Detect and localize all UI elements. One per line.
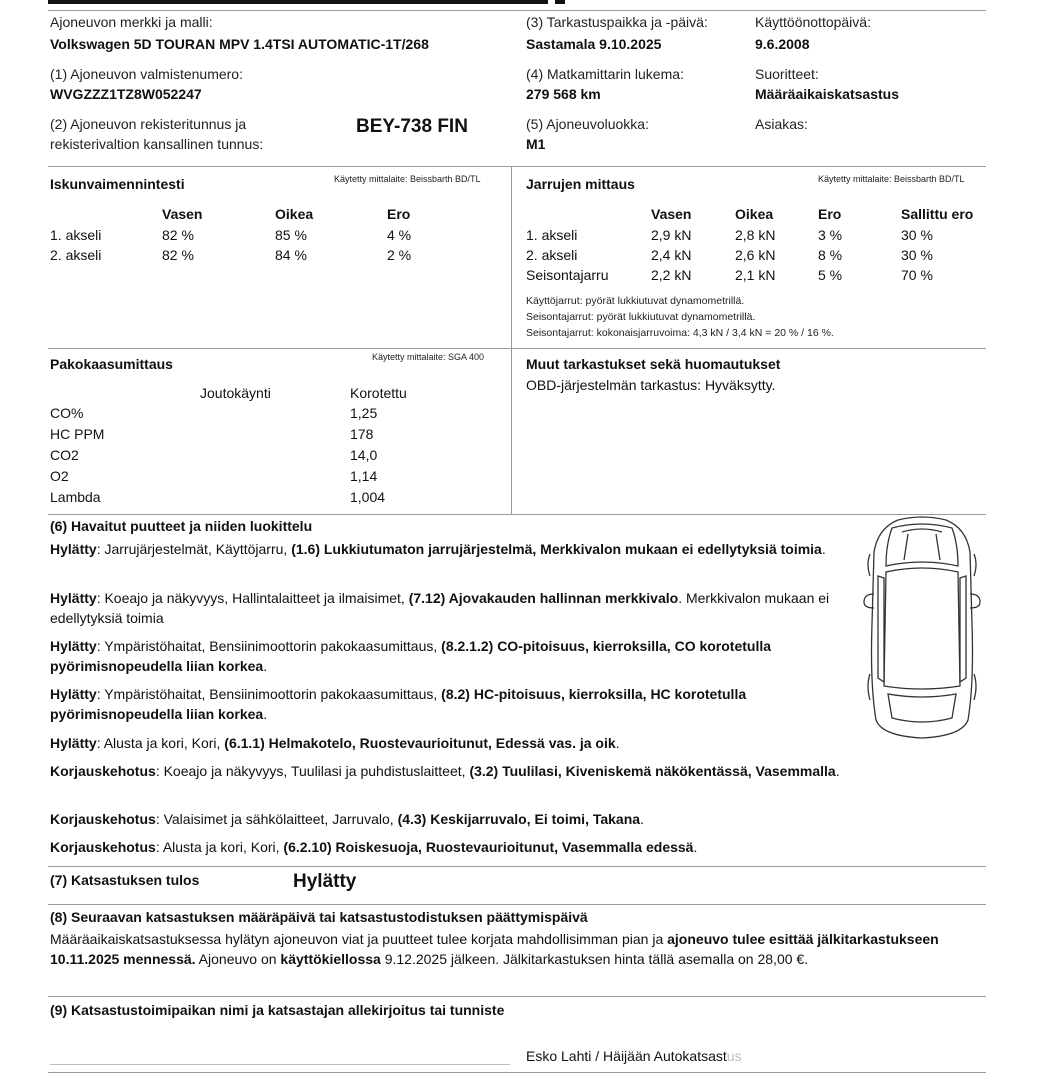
inspector-name-text: Esko Lahti / Häijään Autokatsast <box>526 1048 727 1064</box>
inspector-name-faded: us <box>726 1048 742 1064</box>
defect-area: : Jarrujärjestelmät, Käyttöjarru, <box>96 541 292 557</box>
next-inspection-text <box>50 929 970 969</box>
defect-item <box>50 588 865 628</box>
odometer-value: 279 568 km <box>526 86 601 102</box>
signature-line <box>50 1064 510 1065</box>
brake-row-left: 2,2 kN <box>651 267 692 283</box>
defect-area: : Alusta ja kori, Kori, <box>155 839 284 855</box>
vin-value: WVGZZZ1TZ8W052247 <box>50 86 202 102</box>
brake-row-left: 2,9 kN <box>651 227 692 243</box>
make-model-label: Ajoneuvon merkki ja malli: <box>50 14 213 30</box>
brake-row-allowed: 70 % <box>901 267 933 283</box>
shock-row-left: 82 % <box>162 247 194 263</box>
class-value: M1 <box>526 136 546 152</box>
first-use-value: 9.6.2008 <box>755 36 810 52</box>
other-checks-title: Muut tarkastukset sekä huomautukset <box>526 356 781 372</box>
brake-row-diff: 3 % <box>818 227 843 243</box>
defect-status: Korjauskehotus <box>50 763 156 779</box>
place-date-value: Sastamala 9.10.2025 <box>526 36 662 52</box>
defect-area: : Ympäristöhaitat, Bensiinimoottorin pakokaasumittaus, <box>96 638 442 654</box>
inspector-name <box>526 1048 742 1064</box>
defect-item <box>50 684 865 724</box>
result-label: (7) Katsastuksen tulos <box>50 872 200 888</box>
brake-header-diff: Ero <box>818 206 842 222</box>
brake-row-label: 1. akseli <box>526 227 578 243</box>
defect-tail: . <box>263 706 268 722</box>
brake-note: Käyttöjarrut: pyörät lukkiutuvat dynamometrillä. <box>526 295 745 307</box>
exhaust-row-label: O2 <box>50 468 69 484</box>
defect-status: Korjauskehotus <box>50 839 156 855</box>
brake-test-title: Jarrujen mittaus <box>526 176 635 192</box>
defect-tail: . <box>263 658 268 674</box>
class-label: (5) Ajoneuvoluokka: <box>526 116 649 132</box>
exhaust-row-value: 178 <box>350 426 374 442</box>
defect-tail: . Merkkivalon mukaan ei edellytyksiä toimia <box>50 590 830 626</box>
other-checks-text: OBD-järjestelmän tarkastus: Hyväksytty. <box>526 377 776 393</box>
defect-status: Hylätty <box>50 735 97 751</box>
defect-tail: . <box>615 735 620 751</box>
defect-code: (1.6) Lukkiutumaton jarrujärjestelmä, Merkkivalon mukaan ei edellytyksiä toimia <box>291 541 822 557</box>
brake-row-right: 2,8 kN <box>735 227 776 243</box>
defect-tail: . <box>693 839 698 855</box>
next-text-part: Ajoneuvo on <box>195 951 281 967</box>
defect-item <box>50 809 865 829</box>
performed-label: Suoritteet: <box>755 66 819 82</box>
top-border <box>48 0 548 4</box>
shock-header-diff: Ero <box>387 206 411 222</box>
signature-title: (9) Katsastustoimipaikan nimi ja katsastajan allekirjoitus tai tunniste <box>50 1002 505 1018</box>
defect-status: Hylätty <box>50 541 97 557</box>
shock-row-label: 1. akseli <box>50 227 102 243</box>
defect-area: : Koeajo ja näkyvyys, Tuulilasi ja puhdistuslaitteet, <box>155 763 470 779</box>
divider <box>48 10 986 11</box>
exhaust-row-value: 14,0 <box>350 447 378 463</box>
first-use-label: Käyttöönottopäivä: <box>755 14 871 30</box>
brake-header-left: Vasen <box>651 206 692 222</box>
shock-row-left: 82 % <box>162 227 194 243</box>
defects-title: (6) Havaitut puutteet ja niiden luokittelu <box>50 518 313 534</box>
exhaust-test-device: Käytetty mittalaite: SGA 400 <box>372 352 485 362</box>
shock-row-diff: 2 % <box>387 247 412 263</box>
defect-area: : Ympäristöhaitat, Bensiinimoottorin pakokaasumittaus, <box>96 686 442 702</box>
divider <box>48 904 986 905</box>
exhaust-header-raised: Korotettu <box>350 385 407 401</box>
shock-row-label: 2. akseli <box>50 247 102 263</box>
divider <box>48 996 986 997</box>
brake-row-diff: 5 % <box>818 267 843 283</box>
result-value: Hylätty <box>293 871 357 892</box>
defect-area: : Alusta ja kori, Kori, <box>96 735 225 751</box>
brake-row-allowed: 30 % <box>901 227 933 243</box>
next-text-bold: ajoneuvo tulee esittää jälkitarkastukseen 10.11.2025 mennessä. <box>50 931 939 967</box>
brake-header-right: Oikea <box>735 206 774 222</box>
performed-value: Määräaikaiskatsastus <box>755 86 899 102</box>
exhaust-header-idle: Joutokäynti <box>200 385 271 401</box>
divider <box>48 348 986 349</box>
brake-row-right: 2,1 kN <box>735 267 776 283</box>
defect-code: (8.2.1.2) CO-pitoisuus, kierroksilla, CO korotetulla pyörimisnopeudella liian korkea <box>50 638 772 674</box>
brake-row-label: 2. akseli <box>526 247 578 263</box>
defect-tail: . <box>835 763 840 779</box>
defect-status: Hylätty <box>50 638 97 654</box>
next-text-bold: käyttökiellossa <box>280 951 381 967</box>
shock-row-diff: 4 % <box>387 227 412 243</box>
vin-label: (1) Ajoneuvon valmistenumero: <box>50 66 243 82</box>
exhaust-row-value: 1,25 <box>350 405 378 421</box>
defect-area: : Koeajo ja näkyvyys, Hallintalaitteet ja ilmaisimet, <box>96 590 409 606</box>
divider <box>48 514 986 515</box>
customer-label: Asiakas: <box>755 116 808 132</box>
brake-note: Seisontajarrut: kokonaisjarruvoima: 4,3 kN / 3,4 kN = 20 % / 16 %. <box>526 327 834 339</box>
defect-code: (8.2) HC-pitoisuus, kierroksilla, HC korotetulla pyörimisnopeudella liian korkea <box>50 686 747 722</box>
brake-row-left: 2,4 kN <box>651 247 692 263</box>
next-inspection-title: (8) Seuraavan katsastuksen määräpäivä tai katsastustodistuksen päättymispäivä <box>50 909 588 925</box>
shock-row-right: 84 % <box>275 247 307 263</box>
exhaust-row-value: 1,14 <box>350 468 378 484</box>
shock-header-right: Oikea <box>275 206 314 222</box>
shock-header-left: Vasen <box>162 206 203 222</box>
defect-area: : Valaisimet ja sähkölaitteet, Jarruvalo, <box>155 811 398 827</box>
brake-row-label: Seisontajarru <box>526 267 609 283</box>
shock-test-device: Käytetty mittalaite: Beissbarth BD/TL <box>334 174 481 184</box>
defect-tail: . <box>640 811 644 827</box>
registration-number: BEY-738 FIN <box>356 116 468 137</box>
brake-note: Seisontajarrut: pyörät lukkiutuvat dynamometrillä. <box>526 311 756 323</box>
defect-code: (3.2) Tuulilasi, Kiveniskemä näkökentässä, Vasemmalla <box>469 763 836 779</box>
next-text-part: 9.12.2025 jälkeen. Jälkitarkastuksen hinta tällä asemalla on 28,00 €. <box>380 951 809 967</box>
defect-tail: . <box>821 541 826 557</box>
exhaust-row-label: CO% <box>50 405 84 421</box>
brake-test-device: Käytetty mittalaite: Beissbarth BD/TL <box>818 174 965 184</box>
exhaust-row-label: CO2 <box>50 447 79 463</box>
defect-status: Korjauskehotus <box>50 811 156 827</box>
exhaust-row-value: 1,004 <box>350 489 386 505</box>
defect-item <box>50 733 865 753</box>
column-divider <box>511 166 512 514</box>
brake-header-allowed: Sallittu ero <box>901 206 974 222</box>
odometer-label: (4) Matkamittarin lukema: <box>526 66 684 82</box>
divider <box>48 1072 986 1073</box>
divider <box>48 166 986 167</box>
defect-item <box>50 761 865 781</box>
exhaust-row-label: HC PPM <box>50 426 105 442</box>
defect-code: (6.2.10) Roiskesuoja, Ruostevaurioitunut, Vasemmalla edessä <box>283 839 694 855</box>
defect-item <box>50 837 865 857</box>
shock-test-title: Iskunvaimennintesti <box>50 176 185 192</box>
shock-row-right: 85 % <box>275 227 307 243</box>
defect-item <box>50 539 865 559</box>
reg-label-line1: (2) Ajoneuvon rekisteritunnus ja <box>50 116 247 132</box>
defect-status: Hylätty <box>50 590 97 606</box>
reg-label-line2: rekisterivaltion kansallinen tunnus: <box>50 136 264 152</box>
divider <box>48 866 986 867</box>
defect-status: Hylätty <box>50 686 97 702</box>
exhaust-row-label: Lambda <box>50 489 101 505</box>
defect-code: (7.12) Ajovakauden hallinnan merkkivalo <box>408 590 679 606</box>
top-border-mark <box>555 0 565 4</box>
exhaust-test-title: Pakokaasumittaus <box>50 356 173 372</box>
car-top-view-diagram <box>862 514 982 742</box>
brake-row-right: 2,6 kN <box>735 247 776 263</box>
make-model-value: Volkswagen 5D TOURAN MPV 1.4TSI AUTOMATIC-1T/268 <box>50 36 429 52</box>
brake-row-diff: 8 % <box>818 247 843 263</box>
defect-code: (4.3) Keskijarruvalo, Ei toimi, Takana <box>397 811 641 827</box>
place-date-label: (3) Tarkastuspaikka ja -päivä: <box>526 14 708 30</box>
next-text-part: Määräaikaiskatsastuksessa hylätyn ajoneuvon viat ja puutteet tulee korjata mahdollisimman pian ja <box>50 931 668 947</box>
defect-item <box>50 636 865 676</box>
defect-code: (6.1.1) Helmakotelo, Ruostevaurioitunut, Edessä vas. ja oik <box>224 735 616 751</box>
brake-row-allowed: 30 % <box>901 247 933 263</box>
